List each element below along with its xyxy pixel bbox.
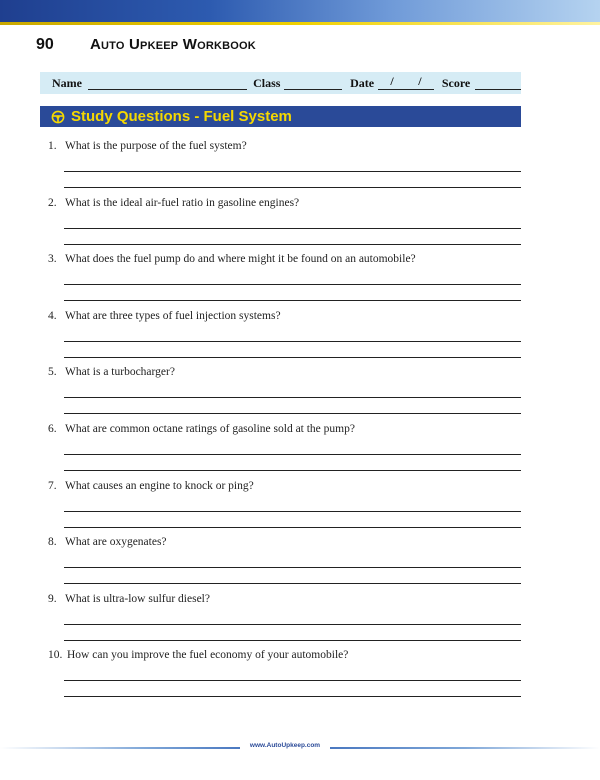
answer-line[interactable] (64, 527, 521, 528)
page-number: 90 (36, 36, 54, 53)
question-text: What is ultra-low sulfur diesel? (65, 593, 210, 605)
question-item (48, 197, 521, 209)
score-label: Score (441, 75, 471, 90)
footer-url[interactable]: www.AutoUpkeep.com (249, 742, 321, 749)
question-number: 10. (48, 649, 63, 661)
answer-line[interactable] (64, 454, 521, 455)
section-title: Study Questions - Fuel System (71, 108, 292, 125)
book-title: Auto Upkeep Workbook (90, 36, 256, 53)
question-text: What are common octane ratings of gasoline sold at the pump? (65, 423, 355, 435)
question-text: What is the ideal air-fuel ratio in gasoline engines? (65, 197, 300, 209)
question-number: 6. (48, 423, 57, 435)
answer-line[interactable] (64, 413, 521, 414)
question-number: 3. (48, 253, 57, 265)
answer-line[interactable] (64, 357, 521, 358)
question-number: 9. (48, 593, 57, 605)
top-header-bar (0, 0, 600, 22)
question-item (48, 140, 521, 152)
question-item (48, 366, 521, 378)
answer-line[interactable] (64, 228, 521, 229)
question-number: 2. (48, 197, 57, 209)
question-text: What is a turbocharger? (65, 366, 175, 378)
question-item (48, 423, 521, 435)
answer-line[interactable] (64, 583, 521, 584)
answer-line[interactable] (64, 680, 521, 681)
answer-line[interactable] (64, 511, 521, 512)
date-label: Date (350, 75, 375, 90)
footer-rule-left (0, 747, 240, 749)
section-banner (40, 106, 521, 127)
steering-wheel-icon (51, 110, 65, 124)
answer-line[interactable] (64, 640, 521, 641)
class-label: Class (253, 75, 281, 90)
date-separator: / (390, 74, 394, 88)
answer-line[interactable] (64, 470, 521, 471)
score-field[interactable] (475, 76, 521, 90)
date-field[interactable] (378, 76, 434, 90)
footer-rule-right (330, 747, 600, 749)
question-item (48, 536, 521, 548)
name-label: Name (52, 75, 82, 90)
question-item (48, 649, 521, 661)
question-text: What are oxygenates? (65, 536, 167, 548)
answer-line[interactable] (64, 244, 521, 245)
page-header (36, 36, 256, 56)
answer-line[interactable] (64, 300, 521, 301)
question-item (48, 593, 521, 605)
question-text: How can you improve the fuel economy of your automobile? (67, 649, 349, 661)
top-accent-line (0, 22, 600, 25)
answer-line[interactable] (64, 284, 521, 285)
question-item (48, 480, 521, 492)
question-item (48, 310, 521, 322)
question-number: 4. (48, 310, 57, 322)
date-separator: / (418, 74, 422, 88)
question-number: 1. (48, 140, 57, 152)
question-number: 5. (48, 366, 57, 378)
question-number: 8. (48, 536, 57, 548)
answer-line[interactable] (64, 171, 521, 172)
answer-line[interactable] (64, 187, 521, 188)
question-text: What are three types of fuel injection systems? (65, 310, 281, 322)
question-text: What does the fuel pump do and where might it be found on an automobile? (65, 253, 416, 265)
answer-line[interactable] (64, 341, 521, 342)
answer-line[interactable] (64, 567, 521, 568)
class-field[interactable] (284, 76, 342, 90)
answer-line[interactable] (64, 624, 521, 625)
question-number: 7. (48, 480, 57, 492)
question-text: What is the purpose of the fuel system? (65, 140, 247, 152)
answer-line[interactable] (64, 397, 521, 398)
name-field[interactable] (88, 76, 247, 90)
answer-line[interactable] (64, 696, 521, 697)
student-info-bar (40, 72, 521, 94)
question-item (48, 253, 521, 265)
question-text: What causes an engine to knock or ping? (65, 480, 254, 492)
